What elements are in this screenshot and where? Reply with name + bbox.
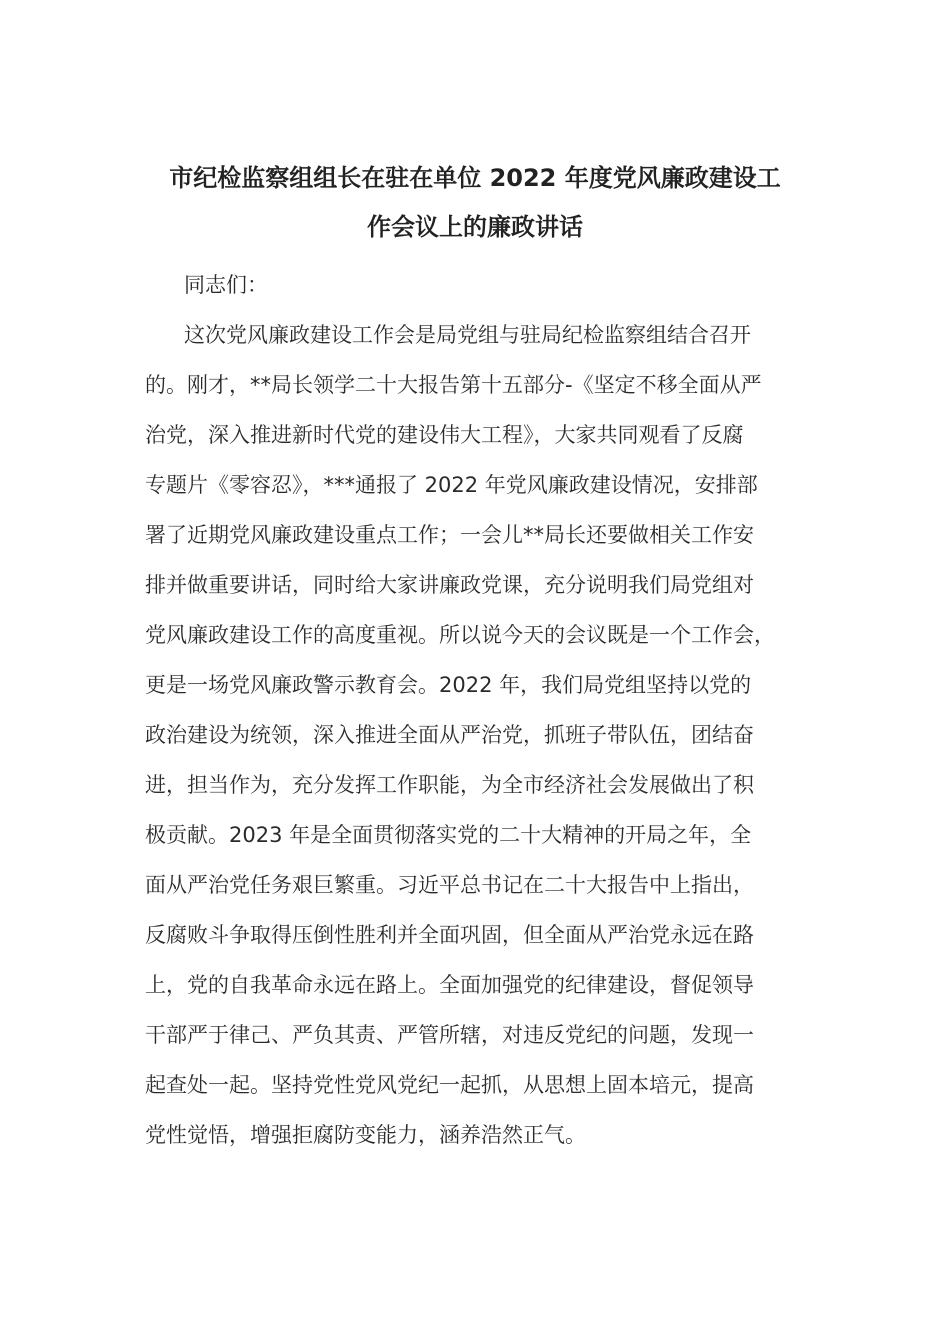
body-line-12: 面从严治党任务艰巨繁重。习近平总书记在二十大报告中上指出，: [145, 873, 754, 897]
body-line-17: 党性觉悟，增强拒腐防变能力，涵养浩然正气。: [145, 1123, 586, 1147]
body-line-4: 专题片《零容忍》，***通报了 2022 年党风廉政建设情况，安排部: [145, 473, 758, 497]
body-line-1: 这次党风廉政建设工作会是局党组与驻局纪检监察组结合召开: [184, 323, 751, 347]
body-line-11: 极贡献。2023 年是全面贯彻落实党的二十大精神的开局之年，全: [145, 823, 752, 847]
body-line-9: 政治建设为统领，深入推进全面从严治党，抓班子带队伍，团结奋: [145, 723, 754, 747]
body-line-2: 的。刚才，**局长领学二十大报告第十五部分-《坚定不移全面从严: [145, 373, 762, 397]
body-line-6: 排并做重要讲话，同时给大家讲廉政党课，充分说明我们局党组对: [145, 573, 754, 597]
body-line-15: 干部严于律己、严负其责、严管所辖，对违反党纪的问题，发现一: [145, 1023, 754, 1047]
body-line-8: 更是一场党风廉政警示教育会。2022 年，我们局党组坚持以党的: [145, 673, 752, 697]
salutation: 同志们：: [184, 273, 268, 297]
body-line-10: 进，担当作为，充分发挥工作职能，为全市经济社会发展做出了积: [145, 773, 754, 797]
body-line-5: 署了近期党风廉政建设重点工作；一会儿**局长还要做相关工作安: [145, 523, 754, 547]
document-title-line-2: 作会议上的廉政讲话: [367, 213, 583, 241]
body-line-14: 上，党的自我革命永远在路上。全面加强党的纪律建设，督促领导: [145, 973, 754, 997]
body-line-16: 起查处一起。坚持党性党风党纪一起抓，从思想上固本培元，提高: [145, 1073, 754, 1097]
body-line-7: 党风廉政建设工作的高度重视。所以说今天的会议既是一个工作会，: [145, 623, 775, 647]
body-line-3: 治党，深入推进新时代党的建设伟大工程》，大家共同观看了反腐: [145, 423, 744, 447]
body-line-13: 反腐败斗争取得压倒性胜利并全面巩固，但全面从严治党永远在路: [145, 923, 754, 947]
document-title-line-1: 市纪检监察组组长在驻在单位 2022 年度党风廉政建设工: [169, 164, 781, 192]
